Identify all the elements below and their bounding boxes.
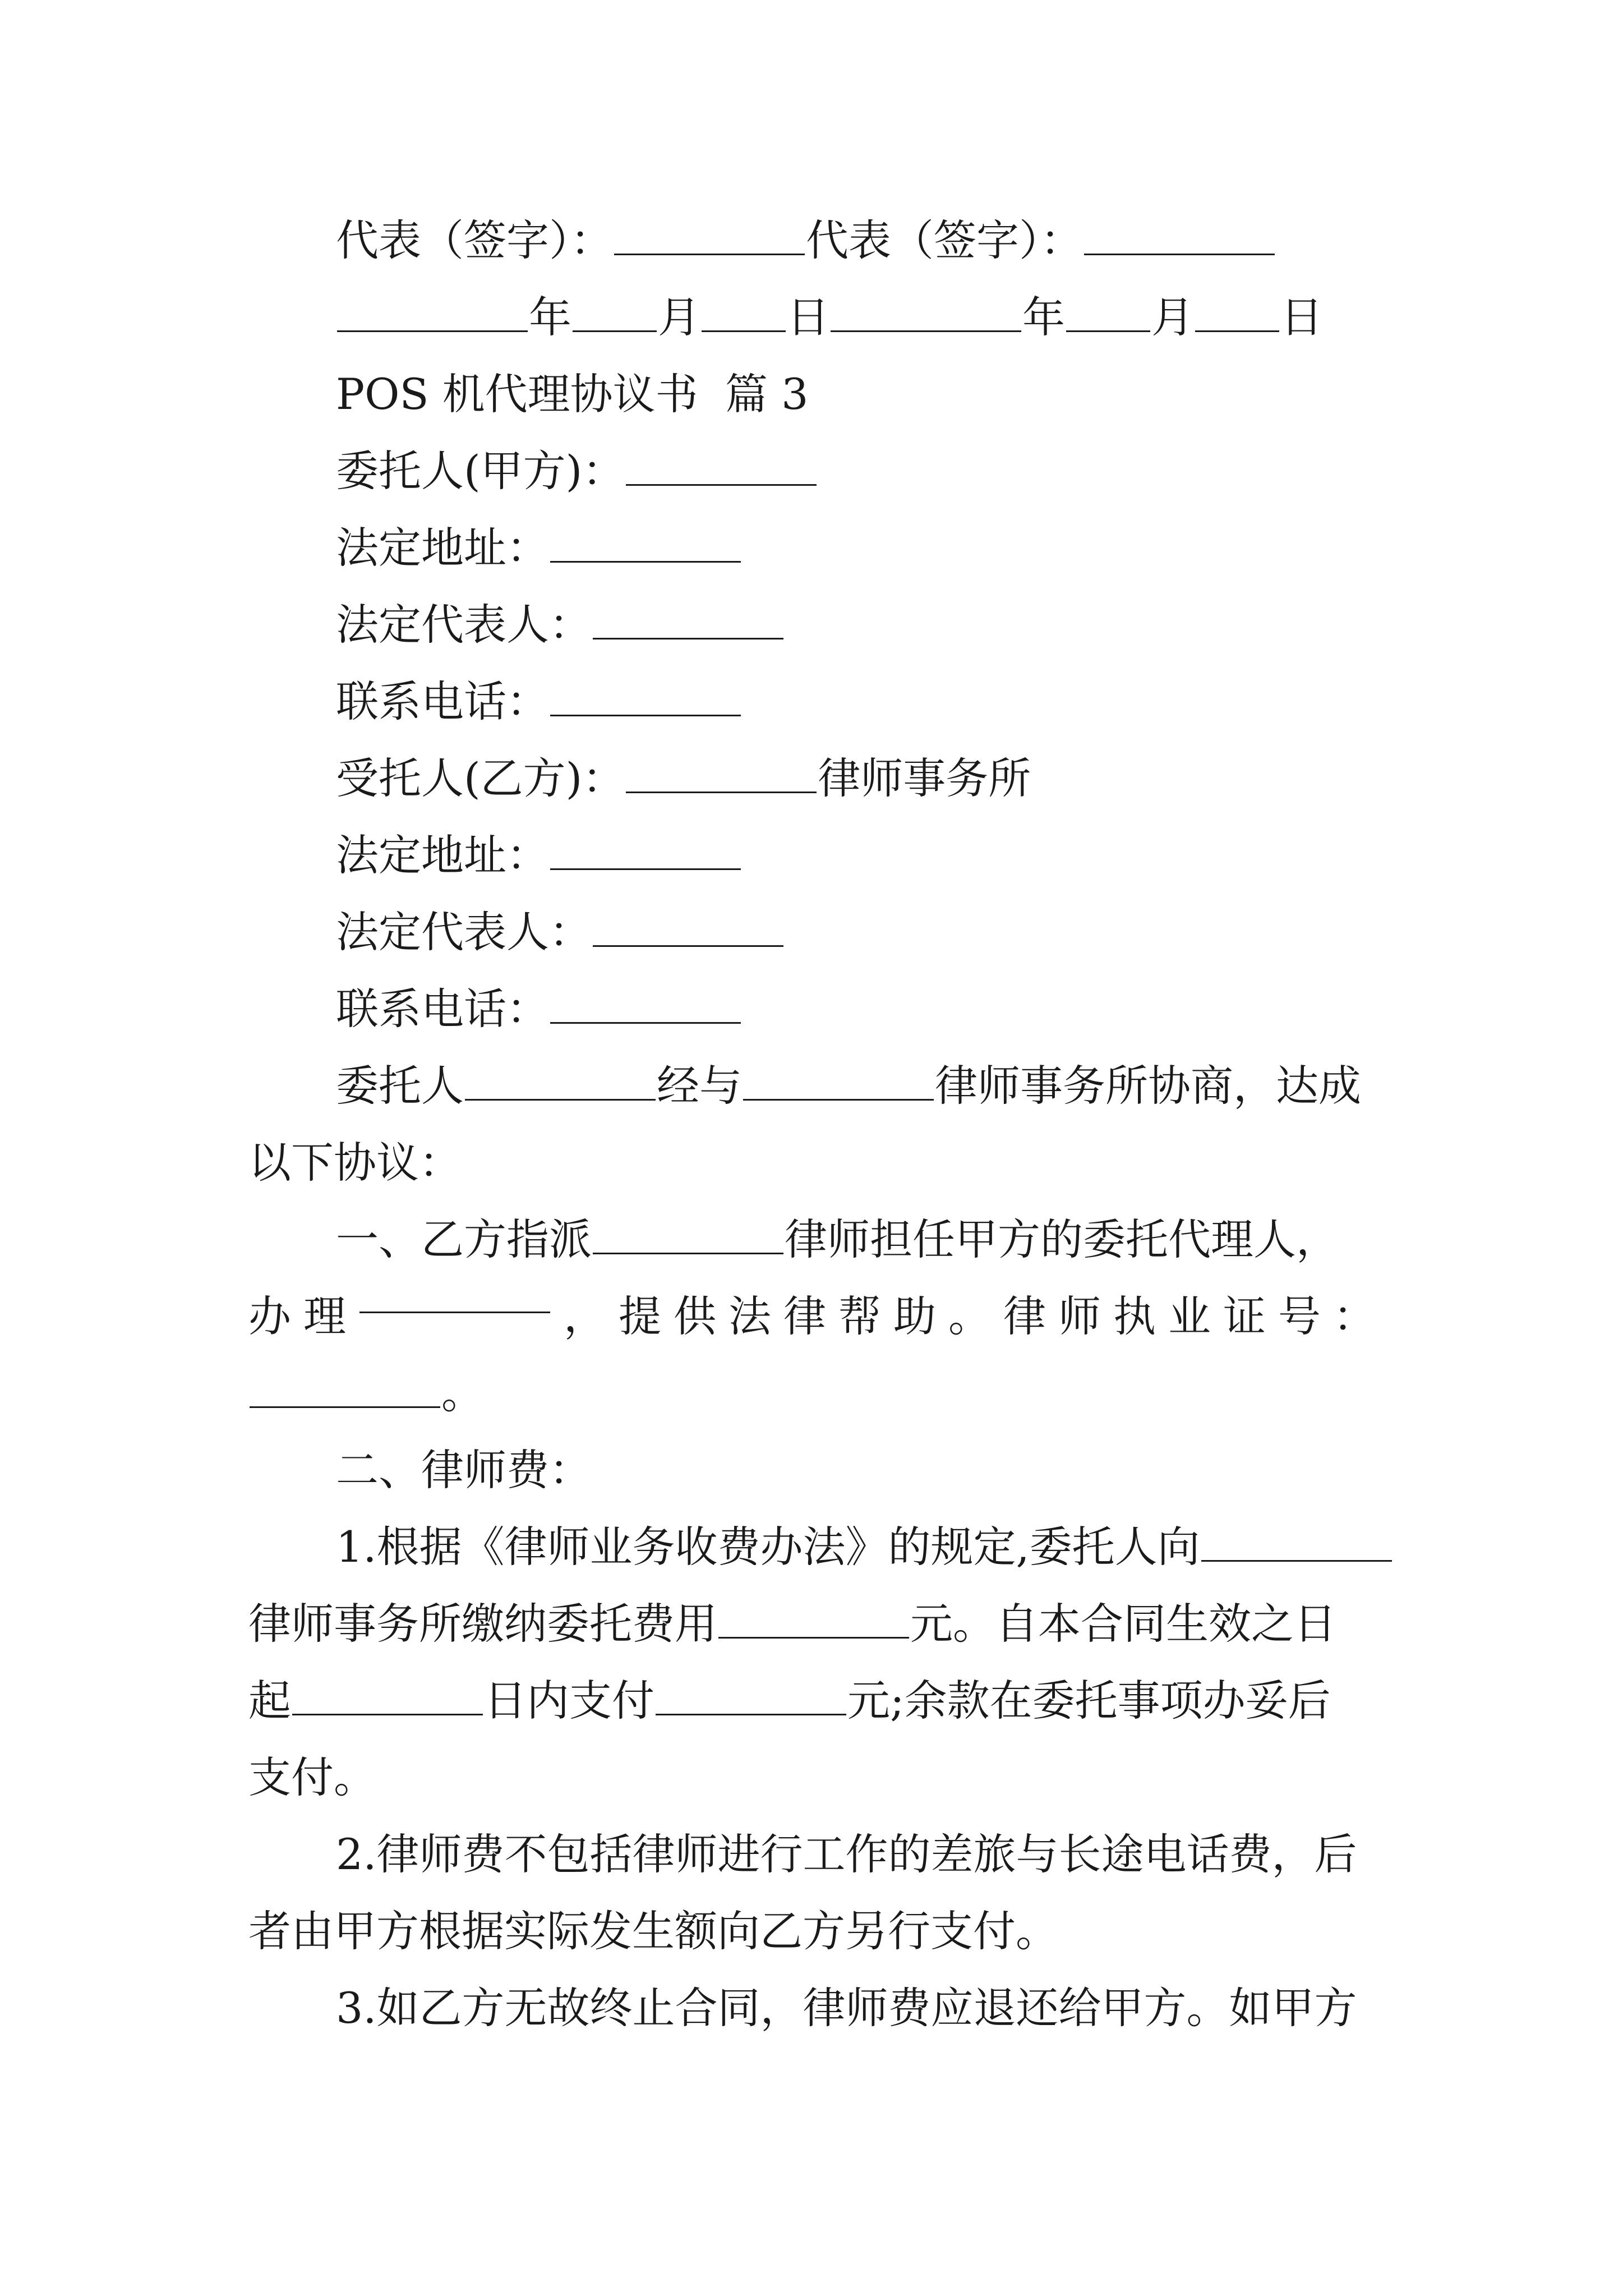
clause1-char: 供 [674, 1291, 716, 1341]
clause1-char: 业 [1168, 1291, 1211, 1341]
date-blank-day-a [702, 297, 786, 332]
fee1-line-2b: 元。自本合同生效之日 [910, 1599, 1336, 1649]
clause1-char: ： [1333, 1291, 1376, 1341]
rep-blank-party-a [614, 220, 805, 255]
clause1-char: 理 [303, 1291, 346, 1341]
clause1-char: 提 [619, 1291, 661, 1341]
heading-text: POS 机代理协议书 篇 3 [336, 369, 809, 419]
date-blank-month-b [1066, 297, 1150, 332]
client-rep-line [248, 586, 1376, 663]
clause1-char: ， [564, 1291, 606, 1341]
clause1-line-1 [248, 1201, 1376, 1278]
fee1-line-3a: 起 [248, 1676, 291, 1726]
fee1-line-2a: 律师事务所缴纳委托费用 [248, 1599, 717, 1649]
signature-rep-line [248, 202, 1376, 279]
agent-rep-blank [593, 912, 783, 947]
date-month-a: 月 [658, 292, 700, 342]
rep-blank-party-b [1084, 220, 1275, 255]
intro-part-1: 委托人 [336, 1061, 464, 1111]
client-phone-label: 联系电话： [336, 677, 549, 726]
intro-firm-blank [743, 1065, 934, 1101]
agent-name-blank [626, 758, 817, 793]
clause1-char: 法 [728, 1291, 771, 1341]
agent-label: 受托人(乙方)： [336, 753, 625, 803]
date-blank-day-b [1195, 297, 1279, 332]
client-rep-label: 法定代表人： [336, 600, 592, 650]
intro-line-2 [248, 1124, 1376, 1201]
clause1-line-3 [248, 1355, 1376, 1432]
agent-rep-label: 法定代表人： [336, 907, 592, 957]
fee2-line-1-text: 2.律师费不包括律师进行工作的差旅与长途电话费，后 [336, 1829, 1357, 1879]
fee2-line-2-text: 者由甲方根据实际发生额向乙方另行支付。 [248, 1906, 1058, 1956]
clause1-char: 执 [1113, 1291, 1156, 1341]
fee2-line-2 [248, 1893, 1376, 1970]
fee1-line-2 [248, 1585, 1376, 1662]
clause1-char: 助 [893, 1291, 936, 1341]
date-blank-year-b [831, 297, 1021, 332]
intro-client-blank [465, 1065, 656, 1101]
agent-address-label: 法定地址： [336, 830, 549, 880]
agent-phone-label: 联系电话： [336, 984, 549, 1034]
clause1-char: 师 [1058, 1291, 1101, 1341]
fee1-line-3b: 日内支付 [484, 1676, 654, 1726]
date-year-a: 年 [529, 292, 571, 342]
fee1-line-3c: 元;余款在委托事项办妥后 [847, 1676, 1331, 1726]
agent-phone-blank [550, 988, 741, 1024]
clause1-line-2 [248, 1278, 1376, 1355]
intro-part-2: 经与 [657, 1061, 742, 1111]
agent-address-blank [550, 835, 741, 870]
date-year-b: 年 [1022, 292, 1065, 342]
document-body [248, 202, 1376, 2046]
agent-name-line [248, 740, 1376, 817]
clause1-line-3-end: 。 [441, 1368, 484, 1418]
fee3-line-1 [248, 1970, 1376, 2046]
client-label: 委托人(甲方)： [336, 446, 625, 496]
rep-label-party-a: 代表（签字）： [336, 215, 613, 265]
client-address-label: 法定地址： [336, 523, 549, 573]
fee1-line-3 [248, 1662, 1376, 1739]
clause1-lawyer-blank [593, 1219, 783, 1254]
fee1-days-blank [292, 1680, 483, 1715]
fee1-payment-blank [656, 1680, 846, 1715]
fee1-line-4 [248, 1739, 1376, 1816]
date-blank-year-a [337, 297, 528, 332]
fee3-line-1-text: 3.如乙方无故终止合同，律师费应退还给甲方。如甲方 [336, 1983, 1357, 2033]
clause1-char: 证 [1223, 1291, 1266, 1341]
client-name-blank [626, 450, 817, 486]
fee1-part-1: 1.根据《律师业务收费办法》的规定,委托人向 [336, 1522, 1200, 1572]
clause1-char: 律 [1003, 1291, 1046, 1341]
clause1-part-2: 律师担任甲方的委托代理人， [785, 1214, 1339, 1264]
agent-rep-line [248, 894, 1376, 970]
fee2-line-1 [248, 1816, 1376, 1893]
clause1-char: 律 [783, 1291, 826, 1341]
fee1-line-4-text: 支付。 [248, 1752, 376, 1802]
client-phone-line [248, 663, 1376, 740]
clause1-matter-blank [359, 1278, 550, 1313]
agent-address-line [248, 817, 1376, 894]
intro-line-1 [248, 1047, 1376, 1124]
date-month-b: 月 [1151, 292, 1194, 342]
fee1-line-1 [248, 1508, 1376, 1585]
document-heading [248, 356, 1376, 432]
clause2-title [248, 1432, 1376, 1508]
clause2-title-text: 二、律师费： [336, 1445, 592, 1495]
clause1-char: 办 [248, 1291, 291, 1341]
clause1-char: 号 [1278, 1291, 1321, 1341]
clause1-license-blank [250, 1373, 440, 1408]
intro-part-3: 律师事务所协商，达成 [935, 1061, 1361, 1111]
client-name-line [248, 432, 1376, 509]
fee1-amount-blank [718, 1603, 909, 1639]
clause1-char: 帮 [838, 1291, 881, 1341]
fee1-firm-blank [1201, 1526, 1392, 1562]
clause1-part-1: 一、乙方指派 [336, 1214, 592, 1264]
rep-label-party-b: 代表（签字）： [806, 215, 1083, 265]
agent-suffix: 律师事务所 [818, 753, 1031, 803]
date-day-b: 日 [1280, 292, 1323, 342]
client-address-blank [550, 527, 741, 563]
date-day-a: 日 [787, 292, 829, 342]
signature-date-line [248, 279, 1376, 356]
agent-phone-line [248, 970, 1376, 1047]
clause1-char: 。 [948, 1291, 991, 1341]
client-address-line [248, 509, 1376, 586]
date-blank-month-a [573, 297, 657, 332]
client-rep-blank [593, 604, 783, 639]
intro-line-2-text: 以下协议： [248, 1138, 462, 1188]
client-phone-blank [550, 681, 741, 716]
